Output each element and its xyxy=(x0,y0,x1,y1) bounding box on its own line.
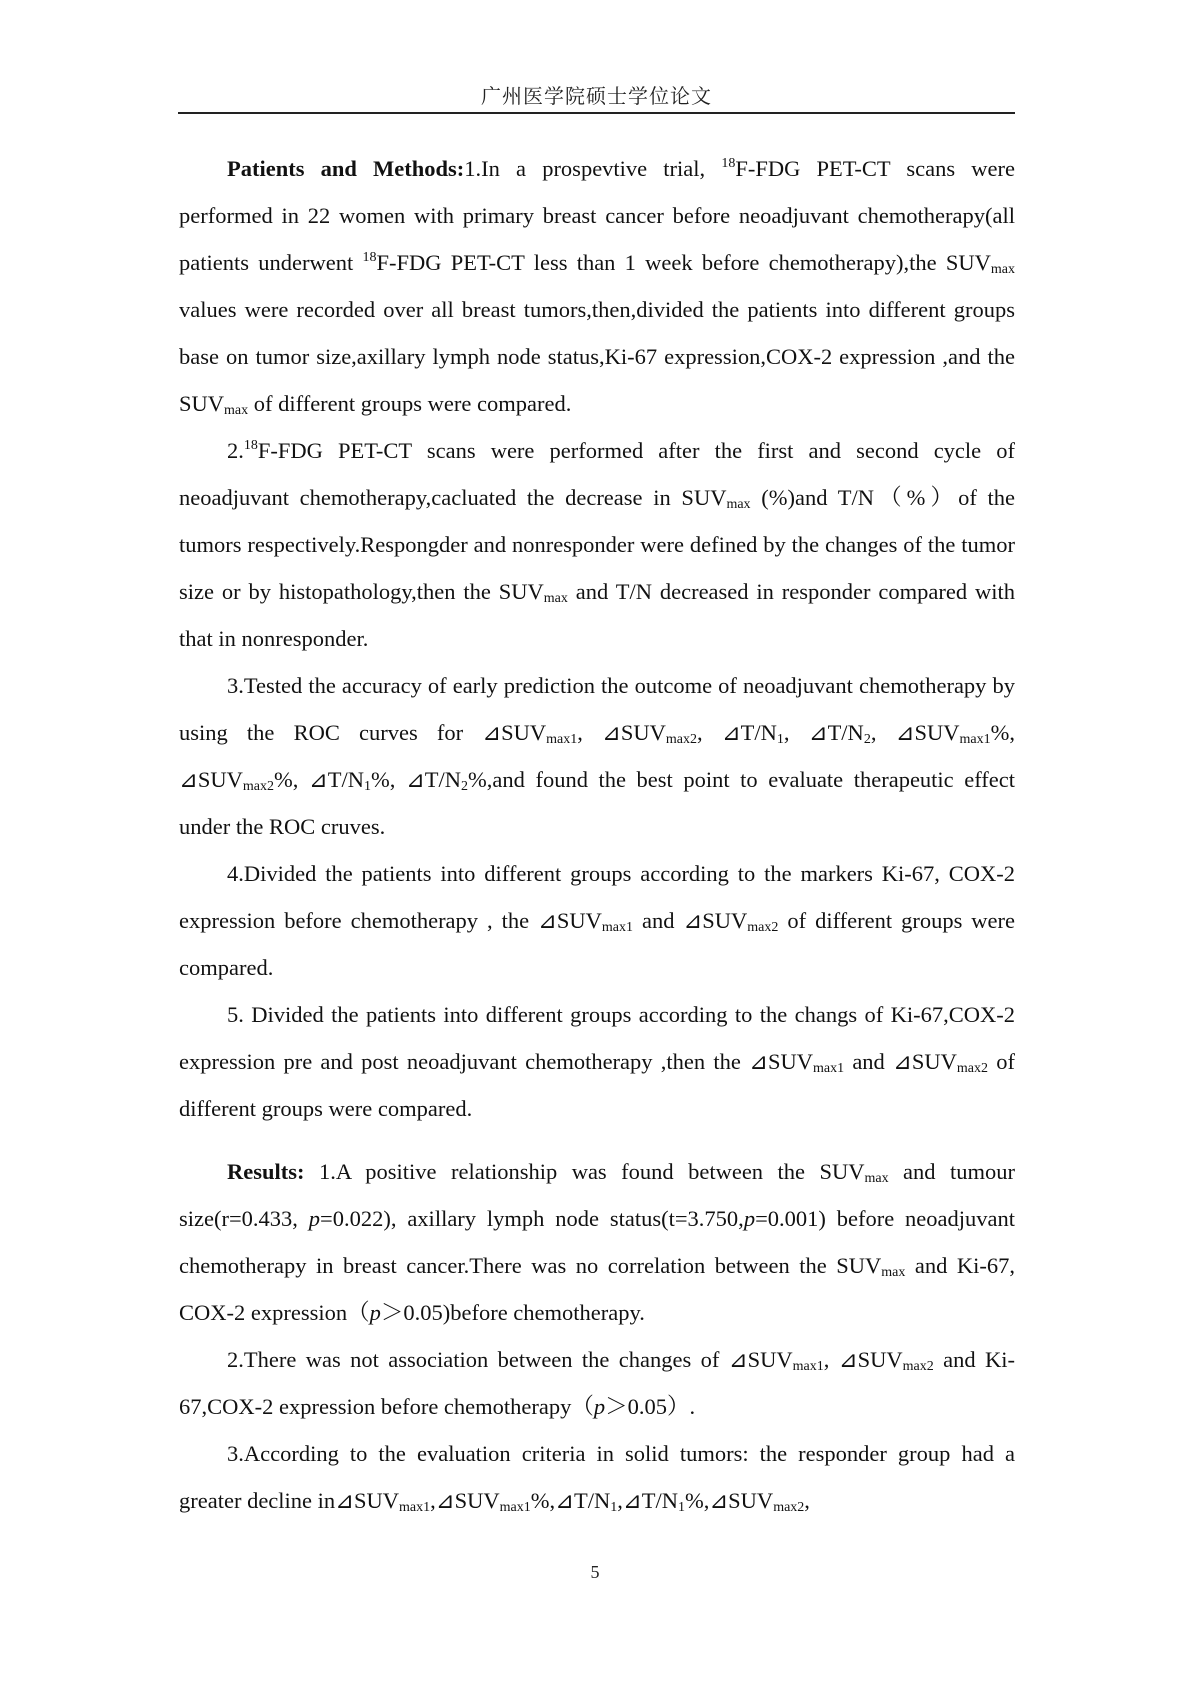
paragraph-results-3: 3.According to the evaluation criteria in solid tumors: the responder group had a greater decline $in⊿SUV_{max1},⊿SUV_{max1}\%,⊿T/N_1,⊿T/N_1\%,⊿SUV_{max2}$, xyxy=(179,1441,1015,1515)
abstract-body xyxy=(179,145,1015,1524)
page-number: 5 xyxy=(590,1562,600,1582)
paragraph-methods-5: 5. Divided the patients into different groups according to the changs of Ki-67,COX-2 expression pre and post neoadjuvant chemotherapy ,then the $⊿SUV_{max1}$ and $⊿SUV_{max2}$ of different groups were compared. xyxy=(179,1002,1015,1121)
paragraph-methods-1: Patients and Methods:1.In a prospevtive trial, $^{18}$F-FDG PET-CT scans were performed in 22 women with primary breast cancer before neoadjuvant chemotherapy(all patients underwent $^{18}$F-FDG PET-CT less than 1 week before chemotherapy),the $SUV_{max}$ values were recorded over all breast tumors,then,divided the patients into different groups base on tumor size,axillary lymph node status,Ki-67 expression,COX-2 expression ,and the $SUV_{max}$ of different groups were compared. xyxy=(179,156,1015,418)
paragraph-results-2: 2.There was not association between the changes of $⊿SUV_{max1}$, $⊿SUV_{max2}$ and Ki-67,COX-2 expression before chemotherapy（p＞0.05）. xyxy=(179,1347,1015,1419)
paragraph-methods-2: 2.18F-FDG PET-CT scans were performed after the first and second cycle of neoadjuvant chemotherapy,cacluated the decrease in $SUV_{max}$ (%)and T/N（%）of the tumors respectively.Respongder and nonresponder were defined by the changes of the tumor size or by histopathology,then the $SUV_{max}$ and T/N decreased in responder compared with that in nonresponder. xyxy=(179,438,1016,651)
section-label-results: Results: xyxy=(227,1159,305,1184)
paragraph-methods-3: 3.Tested the accuracy of early prediction the outcome of neoadjuvant chemotherapy by using the ROC curves for $⊿SUV_{max1}$, $⊿SUV_{max2}$, $⊿T/N_1$, $⊿T/N_2$, $⊿SUV_{max1}\%$, $⊿SUV_{max2}\%$, $⊿T/N_1\%$, $⊿T/N_2\%,and$ found the best point to evaluate therapeutic effect under the ROC cruves. xyxy=(179,673,1016,839)
header-rule xyxy=(178,112,1015,114)
section-label-methods: Patients and Methods: xyxy=(227,156,465,181)
paragraph-results-1: Results: 1.A positive relationship was found between the $SUV_{max}$ and tumour size(r=0.433, p=0.022), axillary lymph node status(t=3.750,p=0.001) before neoadjuvant chemotherapy in breast cancer.There was no correlation between the $SUV_{max}$ and Ki-67, COX-2 expression（p＞0.05)before chemotherapy. xyxy=(179,1159,1016,1325)
paragraph-methods-4: 4.Divided the patients into different groups according to the markers Ki-67, COX-2 expression before chemotherapy , the $⊿SUV_{max1}$ and $⊿SUV_{max2}$ of different groups were compared. xyxy=(179,861,1015,980)
running-header: 广州医学院硕士学位论文 xyxy=(481,86,712,108)
